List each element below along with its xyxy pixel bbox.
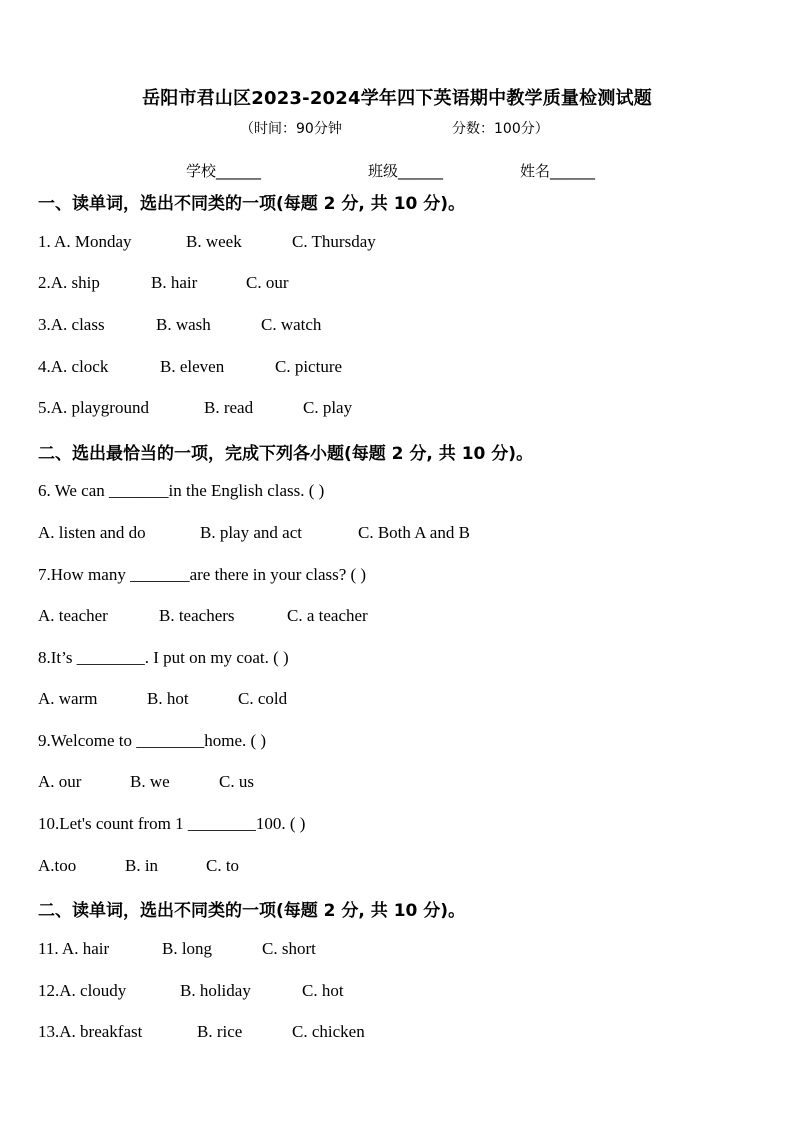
section-heading-2: 二、选出最恰当的一项，完成下列各小题(每题 2 分, 共 10 分)。 — [38, 444, 534, 464]
q8-option-b: B. hot — [147, 689, 189, 708]
q2-option-a: 2.A. ship — [38, 273, 100, 292]
school-field: 学校______ — [186, 162, 262, 180]
q5-option-b: B. read — [204, 398, 254, 417]
q5-option-c: C. play — [303, 398, 353, 417]
q9-option-a: A. our — [38, 772, 82, 791]
q12-option-c: C. hot — [302, 981, 344, 1000]
q13-option-a: 13.A. breakfast — [38, 1022, 143, 1041]
question-7-stem: 7.How many _______are there in your class? ( ) — [38, 565, 367, 584]
q2-option-b: B. hair — [151, 273, 198, 292]
class-field: 班级______ — [368, 162, 444, 180]
q6-option-a: A. listen and do — [38, 523, 146, 542]
q10-option-c: C. to — [206, 856, 240, 875]
time-info: （时间：90分钟 — [240, 121, 342, 137]
question-10-stem: 10.Let's count from 1 ________100. ( ) — [38, 814, 306, 833]
q13-option-c: C. chicken — [292, 1022, 365, 1041]
q1-option-c: C. Thursday — [292, 232, 376, 251]
q6-option-c: C. Both A and B — [358, 523, 470, 542]
q3-option-a: 3.A. class — [38, 315, 105, 334]
question-8-stem: 8.It’s ________. I put on my coat. ( ) — [38, 648, 289, 667]
q7-option-b: B. teachers — [159, 606, 235, 625]
q3-option-c: C. watch — [261, 315, 322, 334]
q6-option-b: B. play and act — [200, 523, 302, 542]
question-6-stem: 6. We can _______in the English class. ( ) — [38, 481, 325, 500]
name-field: 姓名______ — [520, 162, 596, 180]
q12-option-a: 12.A. cloudy — [38, 981, 127, 1000]
q4-option-c: C. picture — [275, 357, 343, 376]
section-heading-1: 一、读单词，选出不同类的一项(每题 2 分, 共 10 分)。 — [38, 194, 466, 214]
q1-option-a: 1. A. Monday — [38, 232, 132, 251]
q12-option-b: B. holiday — [180, 981, 251, 1000]
q1-option-b: B. week — [186, 232, 242, 251]
q13-option-b: B. rice — [197, 1022, 243, 1041]
q8-option-a: A. warm — [38, 689, 98, 708]
page-title: 岳阳市君山区2023-2024学年四下英语期中教学质量检测试题 — [142, 88, 652, 109]
q10-option-b: B. in — [125, 856, 159, 875]
section-heading-3: 二、读单词，选出不同类的一项(每题 2 分, 共 10 分)。 — [38, 901, 466, 921]
q10-option-a: A.too — [38, 856, 77, 875]
q7-option-a: A. teacher — [38, 606, 108, 625]
q11-option-a: 11. A. hair — [38, 939, 110, 958]
q11-option-c: C. short — [262, 939, 316, 958]
q9-option-c: C. us — [219, 772, 254, 791]
q5-option-a: 5.A. playground — [38, 398, 149, 417]
q7-option-c: C. a teacher — [287, 606, 368, 625]
q4-option-a: 4.A. clock — [38, 357, 109, 376]
q3-option-b: B. wash — [156, 315, 211, 334]
question-9-stem: 9.Welcome to ________home. ( ) — [38, 731, 267, 750]
q2-option-c: C. our — [246, 273, 289, 292]
score-info: 分数：100分） — [452, 121, 549, 137]
q9-option-b: B. we — [130, 772, 170, 791]
q8-option-c: C. cold — [238, 689, 288, 708]
q11-option-b: B. long — [162, 939, 213, 958]
q4-option-b: B. eleven — [160, 357, 225, 376]
